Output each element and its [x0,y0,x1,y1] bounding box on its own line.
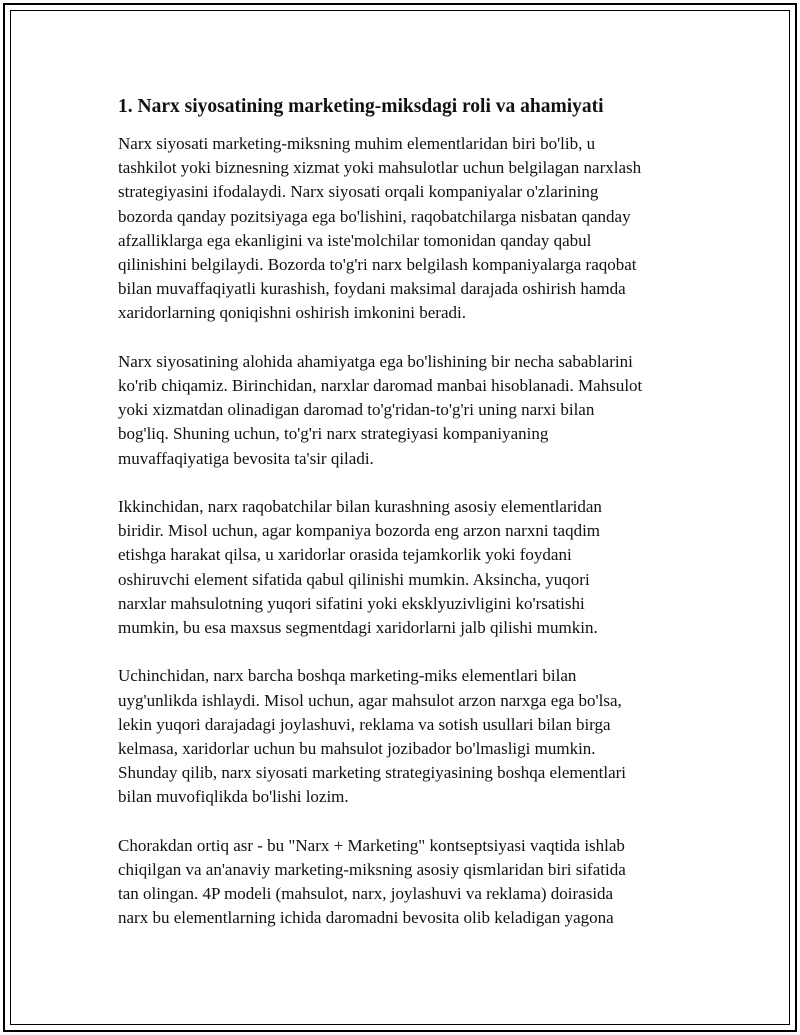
text-line: oshiruvchi element sifatida qabul qilinishi mumkin. Aksincha, yuqori [118,569,590,589]
paragraph-4 [118,664,688,809]
text-line: lekin yuqori darajadagi joylashuvi, reklama va sotish usullari bilan birga [118,714,611,734]
text-line: tan olingan. 4P modeli (mahsulot, narx, joylashuvi va reklama) doirasida [118,884,614,904]
text-line: Ikkinchidan, narx raqobatchilar bilan kurashning asosiy elementlaridan [118,497,602,517]
text-line: uyg'unlikda ishlaydi. Misol uchun, agar mahsulot arzon narxga ega bo'lsa, [118,690,622,710]
text-line: Narx siyosatining alohida ahamiyatga ega bo'lishining bir necha sabablarini [118,351,633,371]
text-line: Narx siyosati marketing-miksning muhim elementlaridan biri bo'lib, u [118,134,596,153]
paragraph-5 [118,834,688,931]
text-line: Chorakdan ortiq asr - bu "Narx + Marketing" kontseptsiyasi vaqtida ishlab [118,835,625,855]
text-line: kelmasa, xaridorlar uchun bu mahsulot jozibador bo'lmasligi mumkin. [118,739,596,759]
text-line: bilan muvofiqlikda bo'lishi lozim. [118,787,349,807]
text-line: mumkin, bu esa maxsus segmentdagi xaridorlarni jalb qilishi mumkin. [118,618,598,638]
section-heading: 1. Narx siyosatining marketing-miksdagi roli va ahamiyati [118,96,604,117]
paragraph-2 [118,350,688,471]
text-line: ko'rib chiqamiz. Birinchidan, narxlar daromad manbai hisoblanadi. Mahsulot [118,376,643,396]
text-line: muvaffaqiyatiga bevosita ta'sir qiladi. [118,448,374,468]
text-line: strategiyasini ifodalaydi. Narx siyosati orqali kompaniyalar o'zlarining [118,182,599,202]
text-line: bog'liq. Shuning uchun, to'g'ri narx strategiyasi kompaniyaning [118,424,549,444]
text-line: etishga harakat qilsa, u xaridorlar orasida tejamkorlik yoki foydani [118,545,572,565]
text-line: biridir. Misol uchun, agar kompaniya bozorda eng arzon narxni taqdim [118,521,601,541]
text-line: qilinishini belgilaydi. Bozorda to'g'ri narx belgilash kompaniyalarga raqobat [118,255,637,275]
document-body [118,94,688,955]
text-line: bilan muvaffaqiyatli kurashish, foydani maksimal darajada oshirish hamda [118,279,626,299]
paragraph-1 [118,132,688,326]
text-line: Uchinchidan, narx barcha boshqa marketing-miks elementlari bilan [118,666,577,686]
text-line: bozorda qanday pozitsiyaga ega bo'lishini, raqobatchilarga nisbatan qanday [118,206,631,226]
paragraph-3 [118,495,688,640]
text-line: afzalliklarga ega ekanligini va iste'molchilar tomonidan qanday qabul [118,230,592,250]
text-line: Shunday qilib, narx siyosati marketing strategiyasining boshqa elementlari [118,763,627,783]
text-line: tashkilot yoki biznesning xizmat yoki mahsulotlar uchun belgilagan narxlash [118,158,642,178]
text-line: narx bu elementlarning ichida daromadni bevosita olib keladigan yagona [118,908,614,928]
text-line: chiqilgan va an'anaviy marketing-miksning asosiy qismlaridan biri sifatida [118,860,626,880]
text-line: xaridorlarning qoniqishni oshirish imkonini beradi. [118,303,466,323]
text-line: yoki xizmatdan olinadigan daromad to'g'ridan-to'g'ri uning narxi bilan [118,400,595,420]
text-line: narxlar mahsulotning yuqori sifatini yoki eksklyuzivligini ko'rsatishi [118,593,585,613]
